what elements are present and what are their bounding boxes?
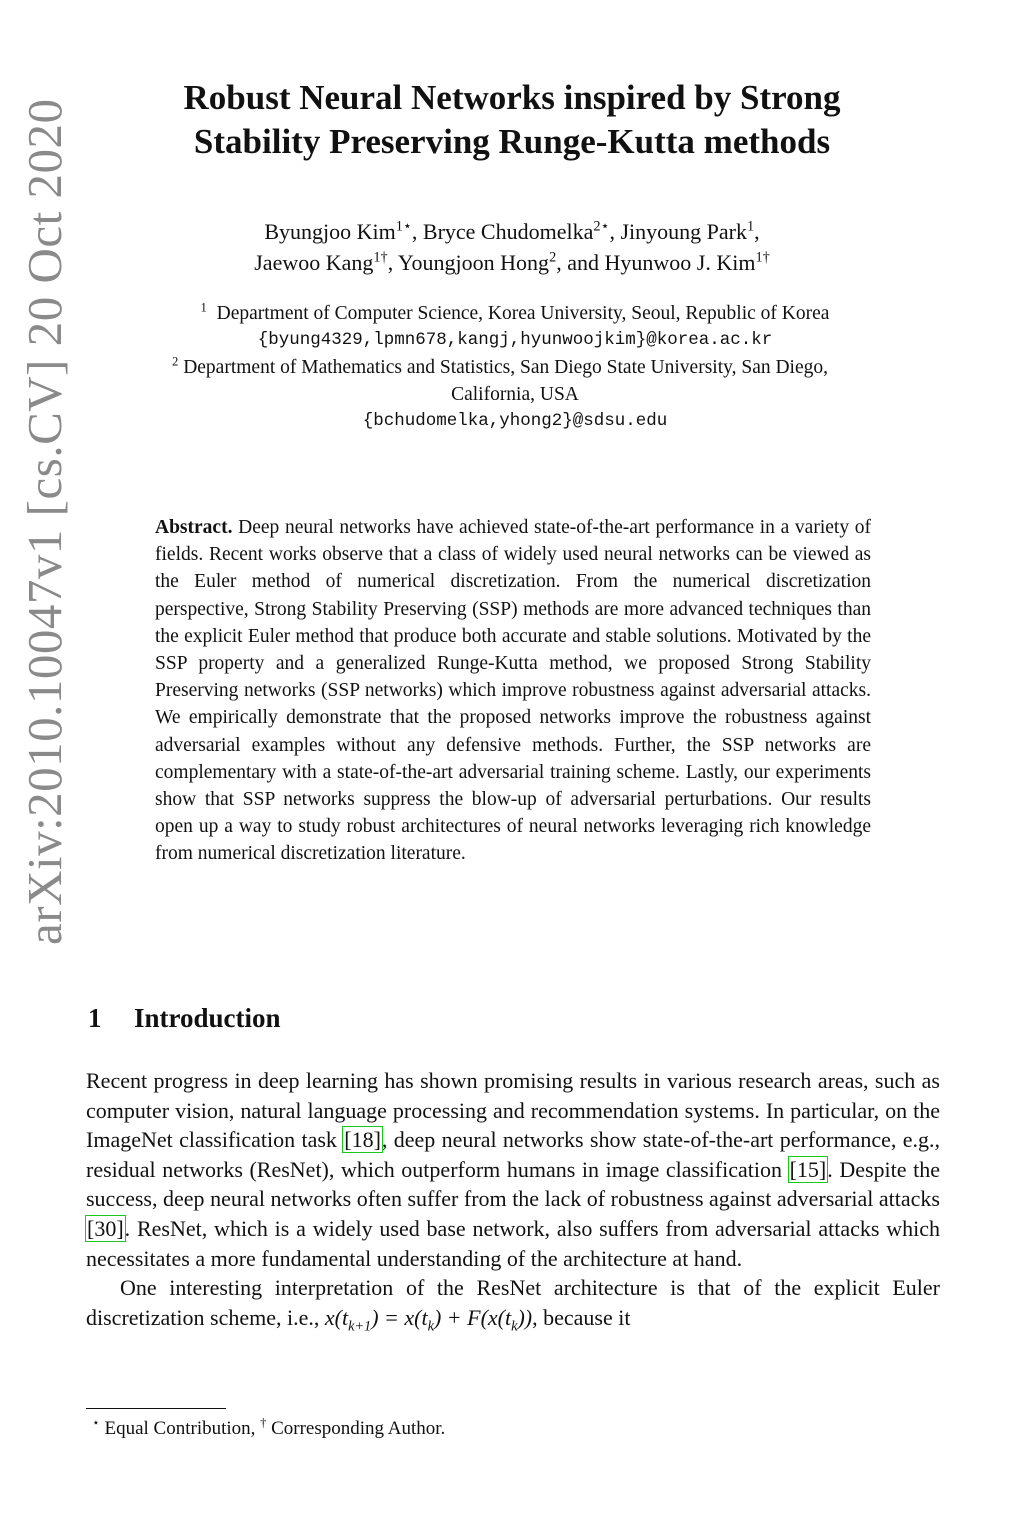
affiliation-2	[90, 354, 940, 435]
author-mark: 2	[549, 249, 557, 266]
author-name: Bryce Chudomelka	[422, 219, 594, 244]
footnote-text: Equal Contribution,	[104, 1418, 256, 1439]
paper-title	[90, 76, 934, 164]
affiliation-1-line	[90, 300, 940, 327]
affiliation-email[interactable]: {byung4329,lpmn678,kangj,hyunwoojkim}@korea.ac.kr	[257, 330, 773, 350]
equation-part: ) = x(t	[371, 1304, 428, 1330]
section-heading	[88, 1000, 281, 1036]
equation	[324, 1304, 533, 1335]
author-mark: 1†	[755, 249, 770, 266]
affiliation-email[interactable]: {bchudomelka,yhong2}@sdsu.edu	[362, 411, 668, 431]
affiliation-mark: 2	[171, 354, 179, 369]
footnote	[92, 1416, 445, 1442]
paragraph-text: . Despite the success, deep neural networks often suffer from the lack of robustness against adversarial attacks	[86, 1156, 940, 1212]
paragraph-text: , because it	[532, 1304, 631, 1330]
paragraph-text: , deep neural networks show state-of-the-art performance, e.g., residual networks (ResNet), which outperform humans in image classification	[86, 1127, 940, 1182]
footnote-star: ⋆	[92, 1415, 100, 1430]
title-line-1: Robust Neural Networks inspired by Strong	[183, 78, 841, 117]
footnote-dagger: †	[260, 1415, 267, 1430]
author-mark: 1†	[373, 249, 388, 266]
footnote-text: Corresponding Author.	[271, 1418, 446, 1439]
section-number: 1	[88, 1003, 102, 1033]
author-name: Byungjoo Kim	[264, 219, 396, 244]
affiliation-2-line-2: California, USA	[451, 384, 579, 405]
author-name: Jinyoung Park	[620, 219, 747, 244]
equation-subscript: k	[511, 1318, 518, 1335]
abstract-label: Abstract.	[155, 517, 233, 538]
abstract-text: Deep neural networks have achieved state-of-the-art performance in a variety of fields. Recent works observe that a class of widely used neural networks can be viewed as the Euler method of numerical discretization. From the numerical discretization perspective, Strong Stability Preserving (SSP) methods are more advanced techniques than the explicit Euler method that produce both accurate and stable solutions. Motivated by the SSP property and a generalized Runge-Kutta method, we proposed Strong Stability Preserving networks (SSP networks) which improve robustness against adversarial attacks. We empirically demonstrate that the proposed networks improve the robustness against adversarial examples without any defensive methods. Further, the SSP networks are complementary with a state-of-the-art adversarial training scheme. Lastly, our experiments show that SSP networks suppress the blow-up of adversarial perturbations. Our results open up a way to study robust architectures of neural networks leveraging rich knowledge from numerical discretization literature.	[155, 517, 871, 865]
section-title: Introduction	[134, 1003, 281, 1033]
author-line-1: Byungjoo Kim$^{1⋆}$, Bryce Chudomelka$^{2⋆}$, Jinyoung Park$^1$,	[264, 218, 760, 244]
author-name: Hyunwoo J. Kim	[604, 250, 756, 275]
equation-part: ))	[517, 1304, 533, 1330]
citation-link[interactable]: [18]	[344, 1127, 381, 1153]
author-list	[90, 216, 934, 278]
affiliation-text: Department of Mathematics and Statistics, San Diego State University, San Diego,	[183, 357, 829, 378]
author-mark: 2⋆	[593, 218, 610, 235]
equation-part: ) + F(x(t	[433, 1304, 512, 1330]
affiliation-mark: 1	[200, 300, 207, 315]
author-name: Youngjoon Hong	[397, 250, 550, 275]
paragraph	[86, 1273, 940, 1335]
author-name: Jaewoo Kang	[254, 250, 374, 275]
citation-link[interactable]: [15]	[789, 1156, 827, 1182]
title-line-2: Stability Preserving Runge-Kutta methods	[193, 122, 831, 161]
paragraph-text: Recent progress in deep learning has shown promising results in various research areas, such as computer vision, natural language processing and recommendation systems. In particular, on the ImageNet classification task	[86, 1068, 940, 1153]
author-mark: 1	[746, 218, 755, 235]
author-line-2: Jaewoo Kang$^{1\dagger}$, Youngjoon Hong$^2$, and Hyunwoo J. Kim$^{1\dagger}$	[254, 249, 770, 275]
footnote-divider	[86, 1408, 226, 1409]
equation-subscript: k+1	[348, 1318, 372, 1335]
affiliation-2-line-1	[60, 354, 940, 381]
introduction-body	[86, 1066, 940, 1335]
paragraph	[86, 1066, 940, 1273]
arxiv-identifier: arXiv:2010.10047v1 [cs.CV] 20 Oct 2020	[17, 98, 72, 945]
and-word: and	[567, 250, 599, 275]
equation-part: x(t	[324, 1304, 349, 1330]
citation-link[interactable]: [30]	[87, 1215, 124, 1241]
equation-subscript: k	[427, 1318, 434, 1335]
paragraph-text: . ResNet, which is a widely used base network, also suffers from adversarial attacks which necessitates a more fundamental understanding of the architecture at hand.	[86, 1215, 940, 1271]
paragraph-text: One interesting interpretation of the ResNet architecture is that of the explicit Euler discretization scheme, i.e.,	[86, 1275, 940, 1330]
affiliation-text: Department of Computer Science, Korea University, Seoul, Republic of Korea	[216, 303, 830, 324]
affiliation-1	[90, 300, 940, 354]
abstract	[155, 514, 871, 868]
author-mark: 1⋆	[395, 218, 412, 235]
